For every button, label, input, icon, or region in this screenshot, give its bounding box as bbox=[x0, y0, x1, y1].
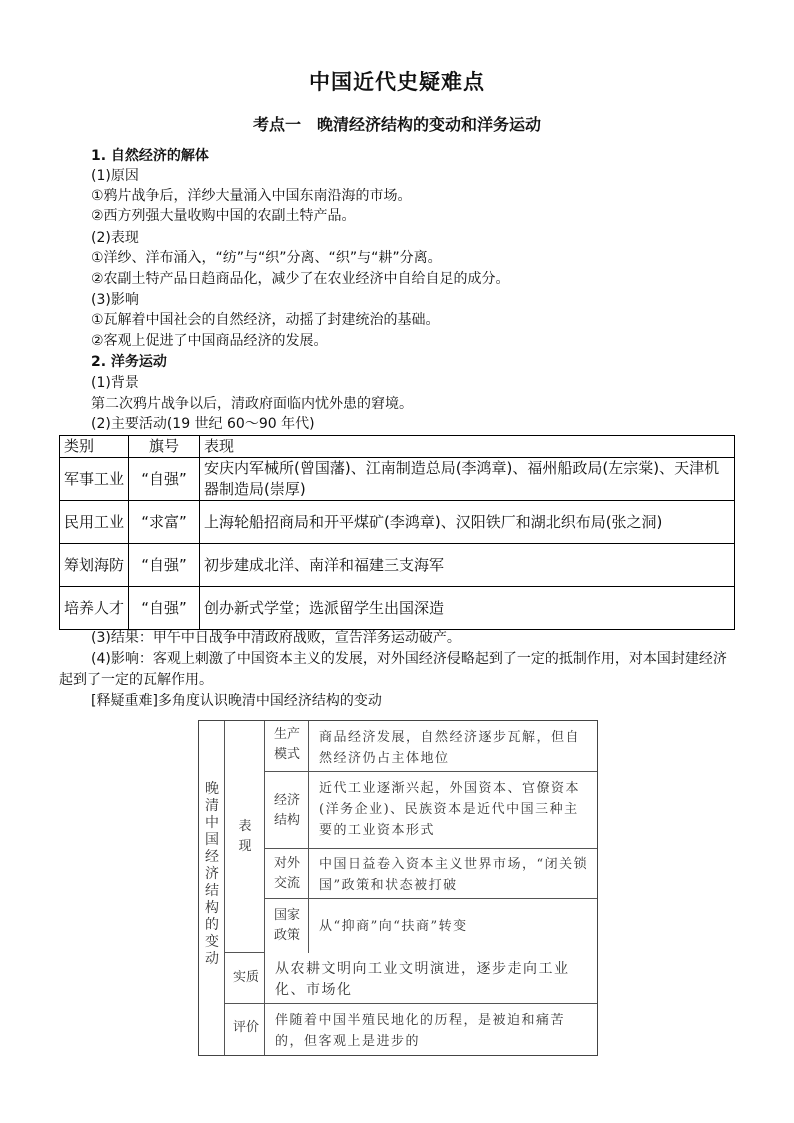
header-flag: 旗号 bbox=[129, 436, 200, 458]
production-mode-label: 生产 模式 bbox=[273, 727, 300, 762]
section-2-heading: 2. 洋务运动 bbox=[91, 354, 167, 370]
state-policy-label: 国家 政策 bbox=[273, 908, 300, 943]
row-category: 培养人才 bbox=[60, 587, 129, 630]
impact-label: (3)影响 bbox=[91, 292, 139, 308]
essence-label: 实质 bbox=[232, 970, 259, 985]
table-row bbox=[60, 544, 735, 587]
impact-item-1: ①瓦解着中国社会的自然经济，动摇了封建统治的基础。 bbox=[91, 312, 440, 328]
economic-structure-text: 近代工业逐渐兴起，外国资本、官僚资本(洋务企业)、民族资本是近代中国三种主要的工业资本形式 bbox=[319, 781, 581, 838]
row-description: 安庆内军械所(曾国藩)、江南制造总局(李鸿章)、福州船政局(左宗棠)、天津机器制造局(崇厚) bbox=[200, 458, 735, 501]
row-description: 初步建成北洋、南洋和福建三支海军 bbox=[200, 544, 735, 587]
foreign-exchange-label: 对外 交流 bbox=[273, 856, 300, 891]
cause-label: (1)原因 bbox=[91, 168, 139, 184]
table-row bbox=[60, 501, 735, 544]
row-flag: “自强” bbox=[129, 587, 200, 630]
state-policy-text: 从“抑商”向“扶商”转变 bbox=[319, 919, 468, 934]
background-label: (1)背景 bbox=[91, 375, 139, 391]
section-1-heading: 1. 自然经济的解体 bbox=[91, 148, 209, 164]
influence-text: (4)影响：客观上刺激了中国资本主义的发展，对外国经济侵略起到了一定的抵制作用，对本国封建经济起到了一定的瓦解作用。 bbox=[59, 651, 727, 688]
document-title: 中国近代史疑难点 bbox=[309, 70, 485, 94]
row-category: 军事工业 bbox=[60, 458, 129, 501]
header-category: 类别 bbox=[60, 436, 129, 458]
performance-label: (2)表现 bbox=[91, 230, 139, 246]
essence-text: 从农耕文明向工业文明演进，逐步走向工业化、市场化 bbox=[275, 961, 570, 998]
diagram-root-label: 晚 清 中 国 经 济 结 构 的 变 动 bbox=[205, 781, 219, 967]
result-text: (3)结果：甲午中日战争中清政府战败，宣告洋务运动破产。 bbox=[91, 630, 461, 646]
row-flag: “自强” bbox=[129, 544, 200, 587]
activity-label: (2)主要活动(19 世纪 60～90 年代) bbox=[91, 416, 315, 432]
evaluation-label: 评价 bbox=[232, 1020, 259, 1035]
row-flag: “求富” bbox=[129, 501, 200, 544]
row-description: 上海轮船招商局和开平煤矿(李鸿章)、汉阳铁厂和湖北织布局(张之洞) bbox=[200, 501, 735, 544]
row-description: 创办新式学堂；选派留学生出国深造 bbox=[200, 587, 735, 630]
economic-structure-diagram bbox=[198, 720, 598, 1056]
cause-item-2: ②西方列强大量收购中国的农副土特产品。 bbox=[91, 208, 356, 224]
header-performance: 表现 bbox=[200, 436, 735, 458]
evaluation-text: 伴随着中国半殖民地化的历程，是被迫和痛苦的，但客观上是进步的 bbox=[275, 1013, 566, 1049]
table-header-row bbox=[60, 436, 735, 458]
impact-item-2: ②客观上促进了中国商品经济的发展。 bbox=[91, 333, 328, 349]
performance-label: 表 现 bbox=[238, 819, 252, 854]
table-row bbox=[60, 587, 735, 630]
row-category: 民用工业 bbox=[60, 501, 129, 544]
note-text: [释疑重难]多角度认识晚清中国经济结构的变动 bbox=[91, 693, 382, 709]
background-text: 第二次鸦片战争以后，清政府面临内忧外患的窘境。 bbox=[91, 396, 413, 412]
table-row bbox=[60, 458, 735, 501]
performance-item-1: ①洋纱、洋布涌入，“纺”与“织”分离、“织”与“耕”分离。 bbox=[91, 250, 442, 266]
row-flag: “自强” bbox=[129, 458, 200, 501]
economic-structure-label: 经济 结构 bbox=[273, 793, 300, 828]
performance-item-2: ②农副土特产品日趋商品化，减少了在农业经济中自给自足的成分。 bbox=[91, 271, 510, 287]
activities-table bbox=[59, 435, 735, 630]
cause-item-1: ①鸦片战争后，洋纱大量涌入中国东南沿海的市场。 bbox=[91, 188, 412, 204]
row-category: 筹划海防 bbox=[60, 544, 129, 587]
foreign-exchange-text: 中国日益卷入资本主义世界市场，“闭关锁国”政策和状态被打破 bbox=[319, 857, 589, 893]
production-mode-text: 商品经济发展，自然经济逐步瓦解，但自然经济仍占主体地位 bbox=[319, 730, 581, 766]
document-subtitle: 考点一 晚清经济结构的变动和洋务运动 bbox=[252, 115, 541, 134]
